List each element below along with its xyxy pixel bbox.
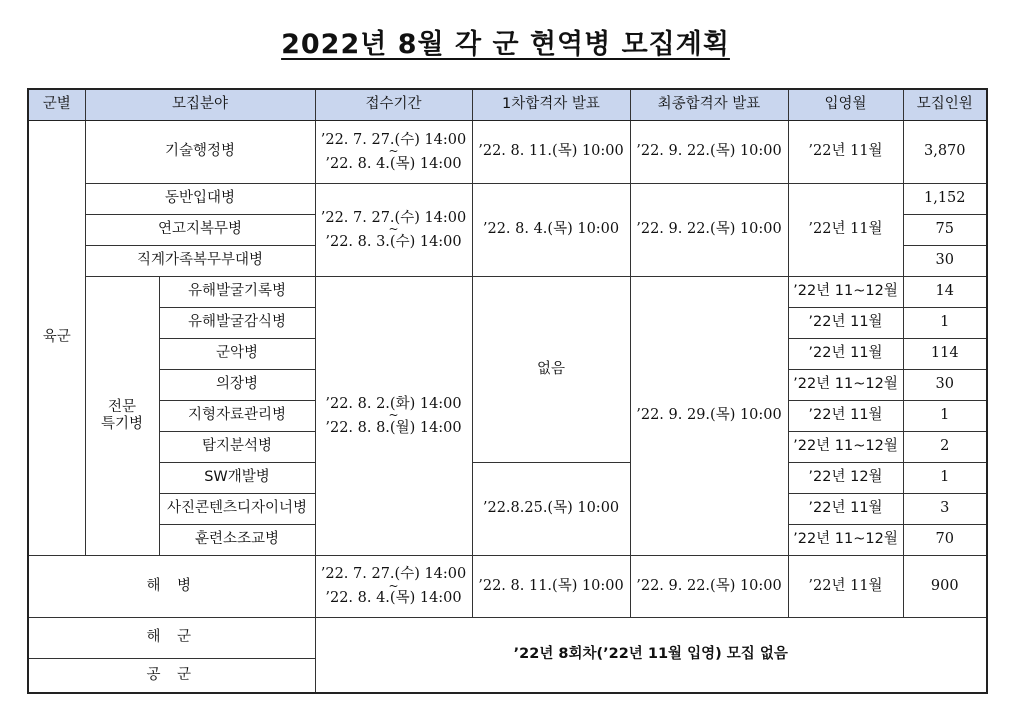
final-result-cell: ’22. 9. 22.(목) 10:00: [630, 184, 788, 277]
field-cell: 기술행정병: [85, 121, 315, 184]
page-title: 2022년 8월 각 군 현역병 모집계획: [281, 29, 730, 60]
table-row: [28, 121, 987, 184]
field-cell: 동반입대병: [85, 184, 315, 215]
header-final-result: 최종합격자 발표: [630, 89, 788, 121]
field-cell: 연고지복무병: [85, 215, 315, 246]
first-result-none-cell: 없음: [472, 277, 630, 463]
final-result-cell: ’22. 9. 22.(목) 10:00: [630, 121, 788, 184]
count-cell: 70: [903, 525, 987, 556]
period-cell: ’22. 7. 27.(수) 14:00 ~ ’22. 8. 4.(목) 14:00: [315, 556, 472, 618]
first-result-cell: ’22. 8. 11.(목) 10:00: [472, 121, 630, 184]
month-cell: ’22년 11월: [788, 339, 903, 370]
month-cell: ’22년 11~12월: [788, 277, 903, 308]
month-cell: ’22년 11~12월: [788, 525, 903, 556]
header-first-result: 1차합격자 발표: [472, 89, 630, 121]
count-cell: 1,152: [903, 184, 987, 215]
month-cell: ’22년 11월: [788, 494, 903, 525]
header-count: 모집인원: [903, 89, 987, 121]
branch-army: 육군: [28, 121, 85, 556]
period-cell: ’22. 8. 2.(화) 14:00 ~ ’22. 8. 8.(월) 14:00: [315, 277, 472, 556]
header-field: 모집분야: [85, 89, 315, 121]
month-cell: ’22년 12월: [788, 463, 903, 494]
count-cell: 2: [903, 432, 987, 463]
header-row: [28, 89, 987, 121]
table-row: [28, 463, 987, 494]
field-cell: 지형자료관리병: [159, 401, 315, 432]
recruitment-table: [27, 88, 988, 694]
period-cell: ’22. 7. 27.(수) 14:00 ~ ’22. 8. 3.(수) 14:00: [315, 184, 472, 277]
header-period: 접수기간: [315, 89, 472, 121]
count-cell: 1: [903, 463, 987, 494]
final-result-cell: ’22. 9. 22.(목) 10:00: [630, 556, 788, 618]
month-cell: ’22년 11월: [788, 401, 903, 432]
period-cell: ’22. 7. 27.(수) 14:00 ~ ’22. 8. 4.(목) 14:00: [315, 121, 472, 184]
table-row: [28, 618, 987, 659]
count-cell: 3: [903, 494, 987, 525]
count-cell: 14: [903, 277, 987, 308]
branch-marines: 해 병: [28, 556, 315, 618]
count-cell: 1: [903, 308, 987, 339]
table-row: [28, 184, 987, 215]
count-cell: 30: [903, 370, 987, 401]
first-result-cell: ’22. 8. 4.(목) 10:00: [472, 184, 630, 277]
field-cell: 유해발굴기록병: [159, 277, 315, 308]
count-cell: 1: [903, 401, 987, 432]
header-enlist-month: 입영월: [788, 89, 903, 121]
month-cell: ’22년 11월: [788, 121, 903, 184]
count-cell: 75: [903, 215, 987, 246]
first-result-cell: ’22. 8. 11.(목) 10:00: [472, 556, 630, 618]
field-cell: 직계가족복무부대병: [85, 246, 315, 277]
table-row: [28, 277, 987, 308]
count-cell: 30: [903, 246, 987, 277]
month-cell: ’22년 11월: [788, 308, 903, 339]
field-cell: 탐지분석병: [159, 432, 315, 463]
header-branch: 군별: [28, 89, 85, 121]
month-cell: ’22년 11~12월: [788, 432, 903, 463]
field-cell: 사진콘텐츠디자이너병: [159, 494, 315, 525]
table-row: [28, 556, 987, 618]
first-result-sw-cell: ’22.8.25.(목) 10:00: [472, 463, 630, 556]
branch-airforce: 공 군: [28, 659, 315, 693]
field-cell: 의장병: [159, 370, 315, 401]
count-cell: 114: [903, 339, 987, 370]
count-cell: 900: [903, 556, 987, 618]
field-cell: 군악병: [159, 339, 315, 370]
count-cell: 3,870: [903, 121, 987, 184]
field-cell: SW개발병: [159, 463, 315, 494]
month-cell: ’22년 11~12월: [788, 370, 903, 401]
specialist-group-cell: 전문 특기병: [85, 277, 159, 556]
field-cell: 유해발굴감식병: [159, 308, 315, 339]
no-recruit-note: ’22년 8회차(’22년 11월 입영) 모집 없음: [315, 618, 987, 693]
month-cell: ’22년 11월: [788, 556, 903, 618]
field-cell: 훈련소조교병: [159, 525, 315, 556]
month-cell: ’22년 11월: [788, 184, 903, 277]
branch-navy: 해 군: [28, 618, 315, 659]
final-result-cell: ’22. 9. 29.(목) 10:00: [630, 277, 788, 556]
